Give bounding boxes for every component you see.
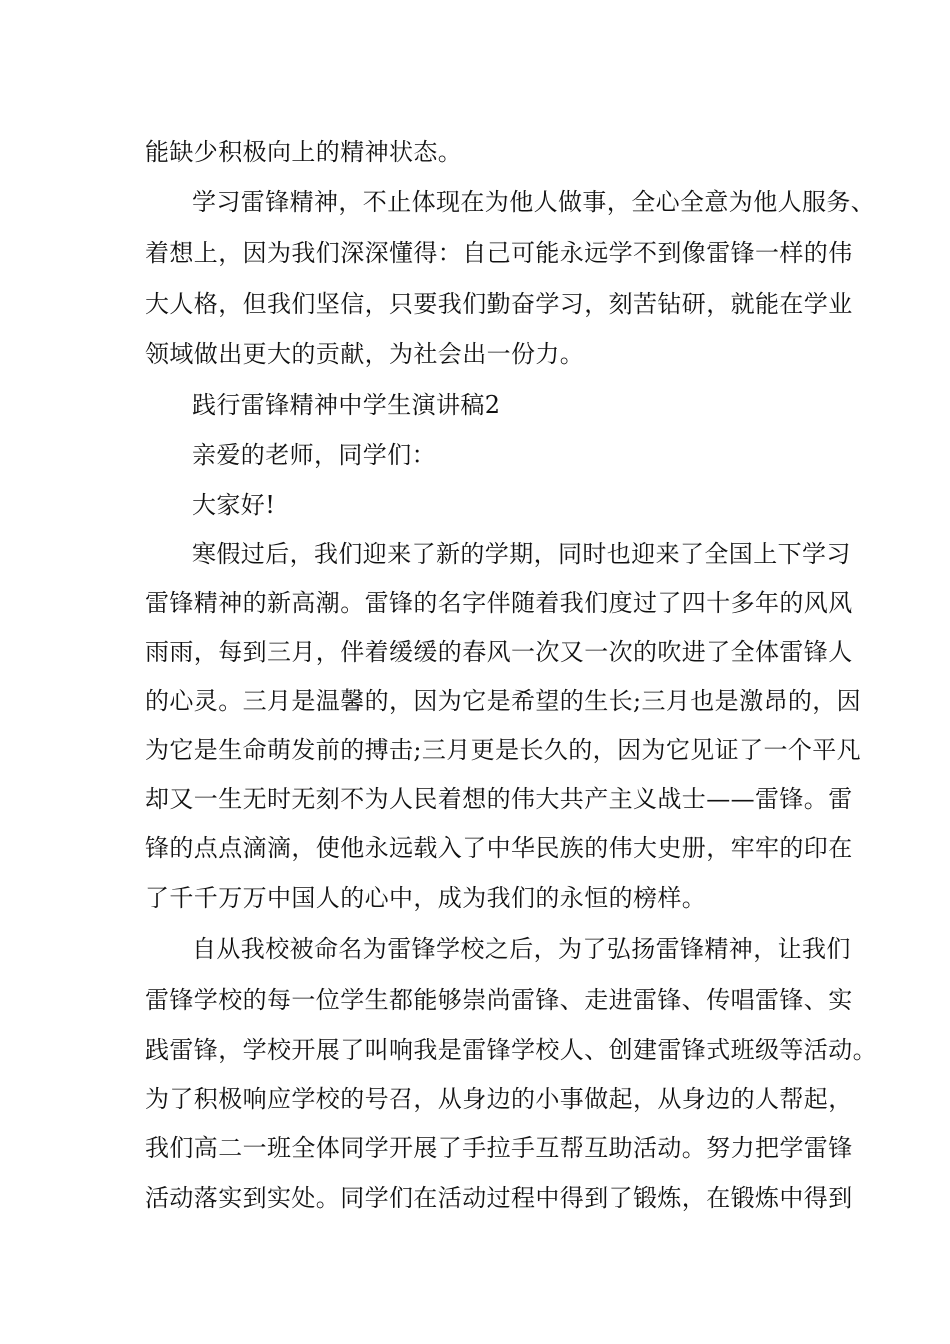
text-line: 雷锋学校的每一位学生都能够崇尚雷锋、走进雷锋、传唱雷锋、实 [145,986,853,1014]
text-line: 自从我校被命名为雷锋学校之后，为了弘扬雷锋精神，让我们 [192,935,851,963]
text-line: 寒假过后，我们迎来了新的学期，同时也迎来了全国上下学习 [192,540,851,568]
text-line: 雨雨，每到三月，伴着缓缓的春风一次又一次的吹进了全体雷锋人 [145,638,853,666]
text-line: 了千千万万中国人的心中，成为我们的永恒的榜样。 [145,884,707,912]
text-line: 雷锋精神的新高潮。雷锋的名字伴随着我们度过了四十多年的风风 [145,589,853,617]
text-line: 着想上，因为我们深深懂得：自己可能永远学不到像雷锋一样的伟 [145,239,853,267]
text-line: 为了积极响应学校的号召，从身边的小事做起，从身边的人帮起， [145,1085,853,1113]
text-line: 为它是生命萌发前的搏击;三月更是长久的，因为它见证了一个平凡 [145,736,862,764]
salutation: 亲爱的老师，同学们： [192,441,436,469]
text-line: 却又一生无时无刻不为人民着想的伟大共产主义战士——雷锋。雷 [145,785,853,813]
text-line: 践雷锋，学校开展了叫响我是雷锋学校人、创建雷锋式班级等活动。 [145,1036,877,1064]
greeting: 大家好! [192,491,276,519]
text-line: 锋的点点滴滴，使他永远载入了中华民族的伟大史册，牢牢的印在 [145,834,853,862]
text-line: 的心灵。三月是温馨的，因为它是希望的生长;三月也是激昂的，因 [145,687,862,715]
text-line: 大人格，但我们坚信，只要我们勤奋学习，刻苦钻研，就能在学业 [145,290,853,318]
text-line: 领域做出更大的贡献，为社会出一份力。 [145,340,585,368]
text-line: 活动落实到实处。同学们在活动过程中得到了锻炼，在锻炼中得到 [145,1184,853,1212]
section-heading: 践行雷锋精神中学生演讲稿2 [192,391,501,419]
text-line: 能缺少积极向上的精神状态。 [145,138,463,166]
text-line: 我们高二一班全体同学开展了手拉手互帮互助活动。努力把学雷锋 [145,1134,853,1162]
text-line: 学习雷锋精神，不止体现在为他人做事，全心全意为他人服务、 [192,188,876,216]
